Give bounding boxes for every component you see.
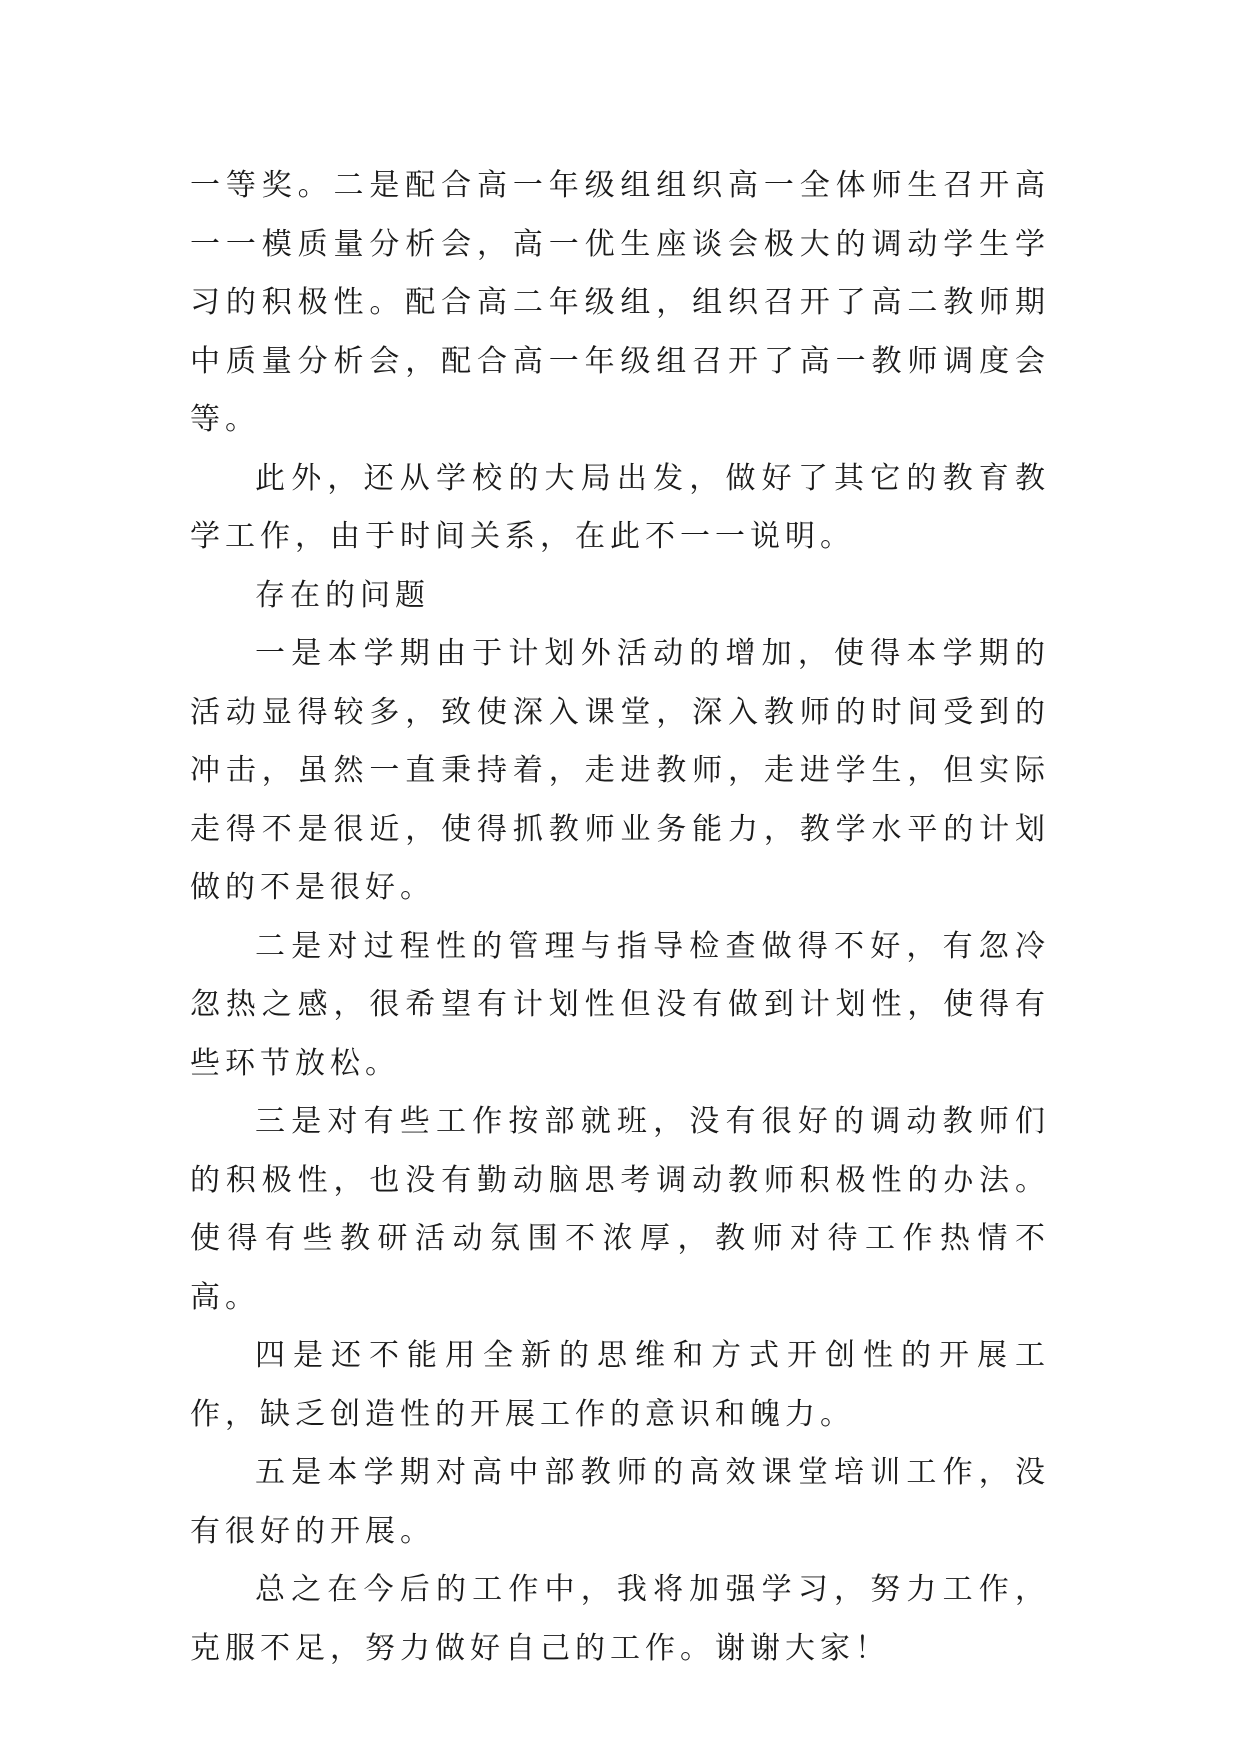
paragraph-problem-5: 五是本学期对高中部教师的高效课堂培训工作，没有很好的开展。: [190, 1455, 1050, 1549]
paragraph-problem-1: 一是本学期由于计划外活动的增加，使得本学期的活动显得较多，致使深入课堂，深入教师的时间受到的冲击，虽然一直秉持着，走进教师，走进学生，但实际走得不是很近，使得抓教师业务能力，教学水平的计划做的不是很好。: [190, 636, 1050, 905]
paragraph-problem-3: 三是对有些工作按部就班，没有很好的调动教师们的积极性，也没有勤动脑思考调动教师积极性的办法。使得有些教研活动氛围不浓厚，教师对待工作热情不高。: [190, 1104, 1050, 1315]
paragraph-conclusion: 总之在今后的工作中，我将加强学习，努力工作，克服不足，努力做好自己的工作。谢谢大家！: [190, 1572, 1050, 1666]
paragraph-continuation: 一等奖。二是配合高一年级组组织高一全体师生召开高一一模质量分析会，高一优生座谈会极大的调动学生学习的积极性。配合高二年级组，组织召开了高二教师期中质量分析会，配合高一年级组召开了高一教师调度会等。: [190, 168, 1050, 437]
paragraph-problem-4: 四是还不能用全新的思维和方式开创性的开展工作，缺乏创造性的开展工作的意识和魄力。: [190, 1338, 1050, 1432]
section-heading-problems: 存在的问题: [255, 577, 430, 613]
document-body: [190, 157, 1050, 1678]
paragraph-problem-2: 二是对过程性的管理与指导检查做得不好，有忽冷忽热之感，很希望有计划性但没有做到计划性，使得有些环节放松。: [190, 928, 1050, 1081]
paragraph-other-work: 此外，还从学校的大局出发，做好了其它的教育教学工作，由于时间关系，在此不一一说明。: [190, 460, 1050, 554]
